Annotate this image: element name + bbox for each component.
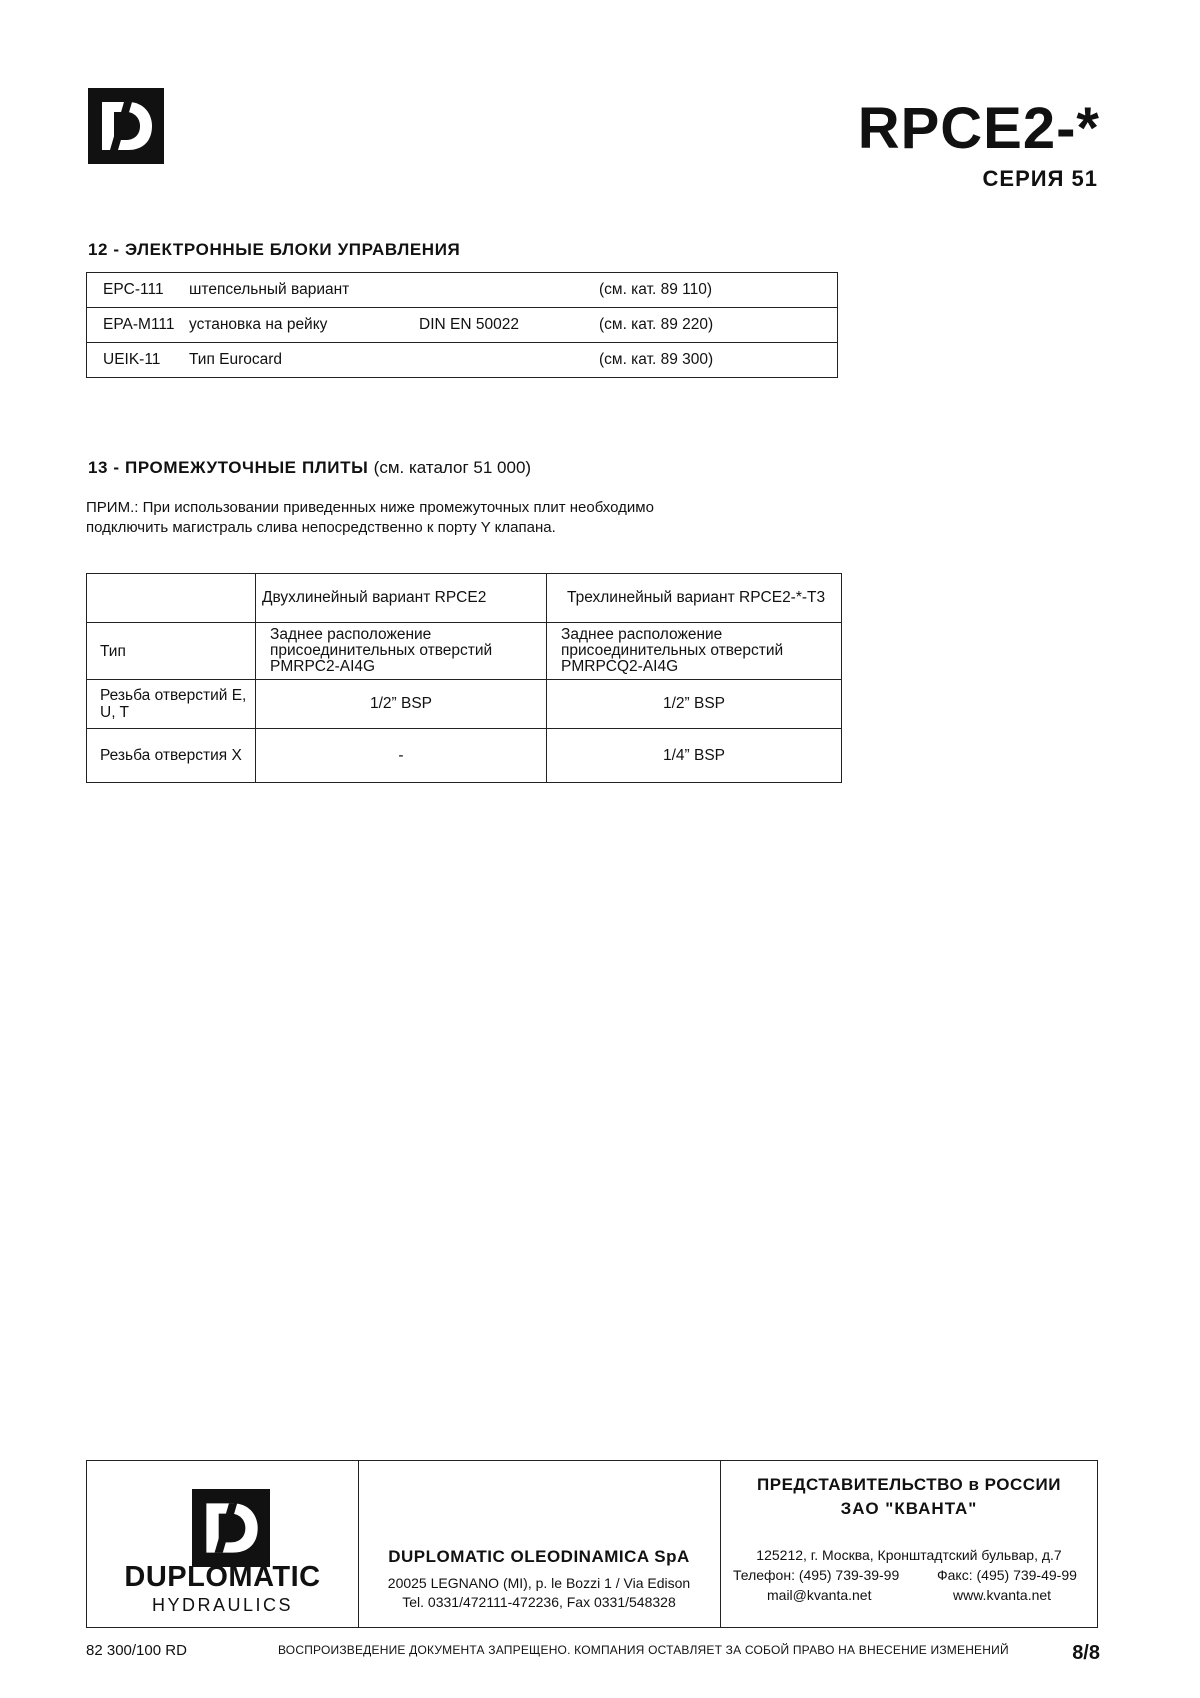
document-code: 82 300/100 RD (86, 1642, 187, 1659)
table-row (87, 343, 838, 378)
control-units-table (86, 272, 838, 378)
cell-three-line: 1/2” BSP (547, 680, 842, 729)
cell-two-line: - (256, 729, 547, 783)
representative-fax: Факс: (495) 739-49-99 (937, 1567, 1077, 1583)
section-12-title: 12 - ЭЛЕКТРОННЫЕ БЛОКИ УПРАВЛЕНИЯ (88, 240, 461, 259)
header-three-line: Трехлинейный вариант RPCE2-*-T3 (547, 574, 842, 623)
row-label: Тип (87, 623, 256, 680)
header-empty-cell (87, 574, 256, 623)
unit-standard: DIN EN 50022 (419, 308, 599, 343)
series-subtitle: СЕРИЯ 51 (982, 166, 1098, 191)
footer-company-column (358, 1461, 721, 1627)
unit-reference: (см. кат. 89 220) (599, 308, 838, 343)
cell-three-line: Заднее расположение присоединительных отверстий PMRPCQ2-AI4G (547, 623, 842, 680)
unit-code: EPC-111 (87, 273, 190, 308)
unit-reference: (см. кат. 89 300) (599, 343, 838, 378)
unit-description: штепсельный вариант (189, 273, 419, 308)
representative-email[interactable]: mail@kvanta.net (767, 1587, 872, 1603)
table-header-row (87, 574, 842, 623)
table-row (87, 308, 838, 343)
table-row (87, 273, 838, 308)
duplomatic-logo (88, 88, 164, 164)
unit-code: UEIK-11 (87, 343, 190, 378)
unit-reference: (см. кат. 89 110) (599, 273, 838, 308)
brand-subname: HYDRAULICS (151, 1595, 294, 1615)
representative-website[interactable]: www.kvanta.net (953, 1587, 1052, 1603)
intermediate-plates-table (86, 573, 842, 783)
section-13-catalog-ref: (см. каталог 51 000) (373, 458, 532, 477)
row-label: Резьба отверстий E, U, T (87, 680, 256, 729)
unit-code: EPA-M111 (87, 308, 190, 343)
duplomatic-logo (192, 1489, 270, 1567)
unit-description: Тип Eurocard (189, 343, 419, 378)
unit-description: установка на рейку (189, 308, 419, 343)
section-13-note: ПРИМ.: При использовании приведенных ниже промежуточных плит необходимо подключить магистраль слива непосредственно к порту Y клапана. (86, 499, 654, 536)
cell-two-line: 1/2” BSP (256, 680, 547, 729)
table-row (87, 680, 842, 729)
footer-box (86, 1460, 1098, 1628)
brand-name: DUPLOMATIC (124, 1561, 321, 1593)
company-phone: Tel. 0331/472111-472236, Fax 0331/548328 (402, 1594, 676, 1610)
representative-phone: Телефон: (495) 739-39-99 (733, 1567, 900, 1583)
cell-three-line: 1/4” BSP (547, 729, 842, 783)
unit-standard (419, 343, 599, 378)
cell-two-line: Заднее расположение присоединительных отверстий PMRPC2-AI4G (256, 623, 547, 680)
legal-notice: ВОСПРОИЗВЕДЕНИЕ ДОКУМЕНТА ЗАПРЕЩЕНО. КОМПАНИЯ ОСТАВЛЯЕТ ЗА СОБОЙ ПРАВО НА ВНЕСЕНИЕ ИЗМЕНЕНИЙ (278, 1643, 1009, 1657)
section-13-title-text: 13 - ПРОМЕЖУТОЧНЫЕ ПЛИТЫ (88, 458, 369, 477)
unit-standard (419, 273, 599, 308)
footer-brand-column (87, 1461, 359, 1627)
table-row (87, 729, 842, 783)
representative-company: ЗАО "КВАНТА" (840, 1499, 978, 1518)
footer-representative-column (721, 1461, 1097, 1627)
section-13-title (88, 458, 531, 478)
representative-title: ПРЕДСТАВИТЕЛЬСТВО в РОССИИ (757, 1475, 1061, 1494)
document-title: RPCE2-* (857, 96, 1100, 161)
company-address: 20025 LEGNANO (MI), p. le Bozzi 1 / Via Edison (387, 1575, 691, 1591)
table-row (87, 623, 842, 680)
row-label: Резьба отверстия X (87, 729, 256, 783)
header-two-line: Двухлинейный вариант RPCE2 (256, 574, 547, 623)
representative-address: 125212, г. Москва, Кронштадтский бульвар, д.7 (756, 1547, 1062, 1563)
company-name: DUPLOMATIC OLEODINAMICA SpA (388, 1547, 690, 1566)
page-number: 8/8 (1072, 1642, 1100, 1664)
